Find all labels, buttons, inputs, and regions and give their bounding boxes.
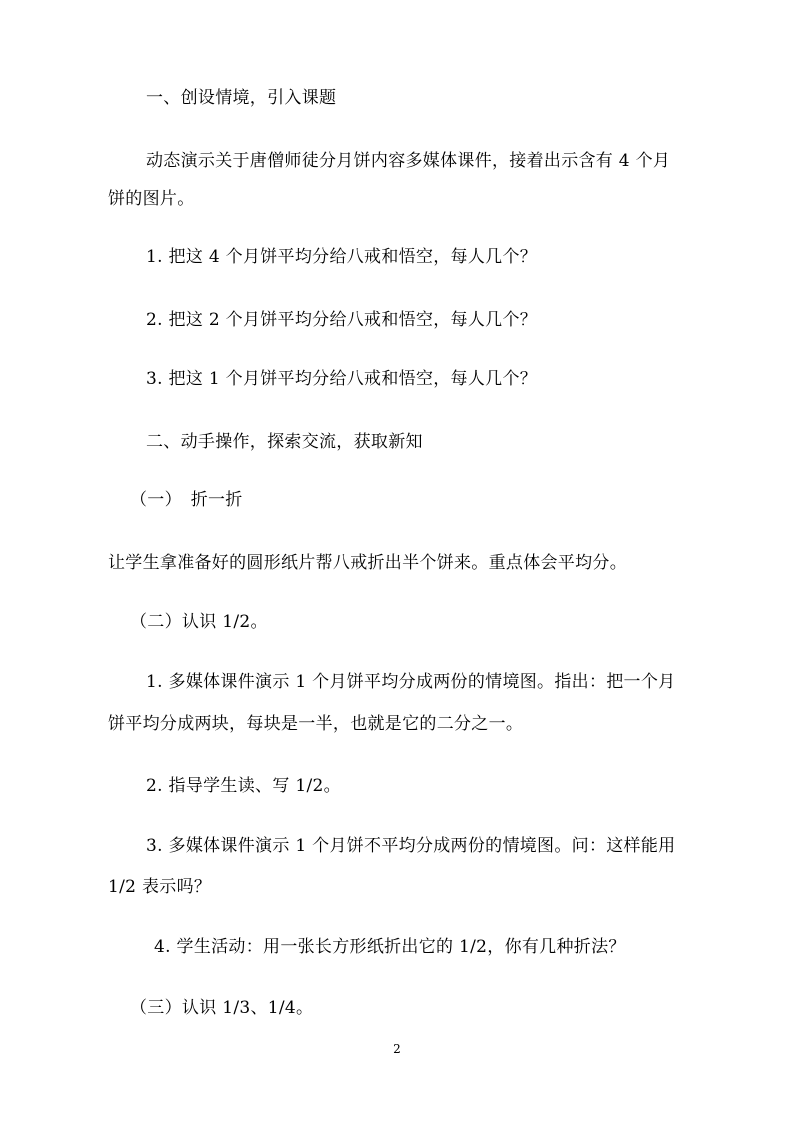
paragraph-line: 让学生拿准备好的圆形纸片帮八戒折出半个饼来。重点体会平均分。 xyxy=(108,553,627,573)
section-heading-2: 二、动手操作，探索交流，获取新知 xyxy=(146,432,423,452)
subsection-heading: （一） 折一折 xyxy=(130,490,243,510)
paragraph-line: 饼的图片。 xyxy=(108,189,195,209)
list-item-continuation: 1/2 表示吗？ xyxy=(108,877,212,897)
list-item-continuation: 饼平均分成两块，每块是一半，也就是它的二分之一。 xyxy=(108,714,524,734)
subsection-heading: （二）认识 1/2。 xyxy=(130,612,268,632)
list-item: 1. 多媒体课件演示 1 个月饼平均分成两份的情境图。指出：把一个月 xyxy=(146,672,676,692)
page-number: 2 xyxy=(393,1042,401,1056)
list-item: 2. 指导学生读、写 1/2。 xyxy=(146,776,341,796)
question-1: 1. 把这 4 个月饼平均分给八戒和悟空，每人几个？ xyxy=(146,247,538,267)
paragraph-line: 动态演示关于唐僧师徒分月饼内容多媒体课件，接着出示含有 4 个月 xyxy=(146,151,671,171)
section-heading-1: 一、创设情境，引入课题 xyxy=(146,88,337,108)
question-2: 2. 把这 2 个月饼平均分给八戒和悟空，每人几个？ xyxy=(146,310,538,330)
question-3: 3. 把这 1 个月饼平均分给八戒和悟空，每人几个？ xyxy=(146,369,538,389)
subsection-heading: （三）认识 1/3、1/4。 xyxy=(130,998,314,1018)
list-item: 3. 多媒体课件演示 1 个月饼不平均分成两份的情境图。问：这样能用 xyxy=(146,836,676,856)
list-item: 4. 学生活动：用一张长方形纸折出它的 1/2，你有几种折法？ xyxy=(154,937,626,957)
